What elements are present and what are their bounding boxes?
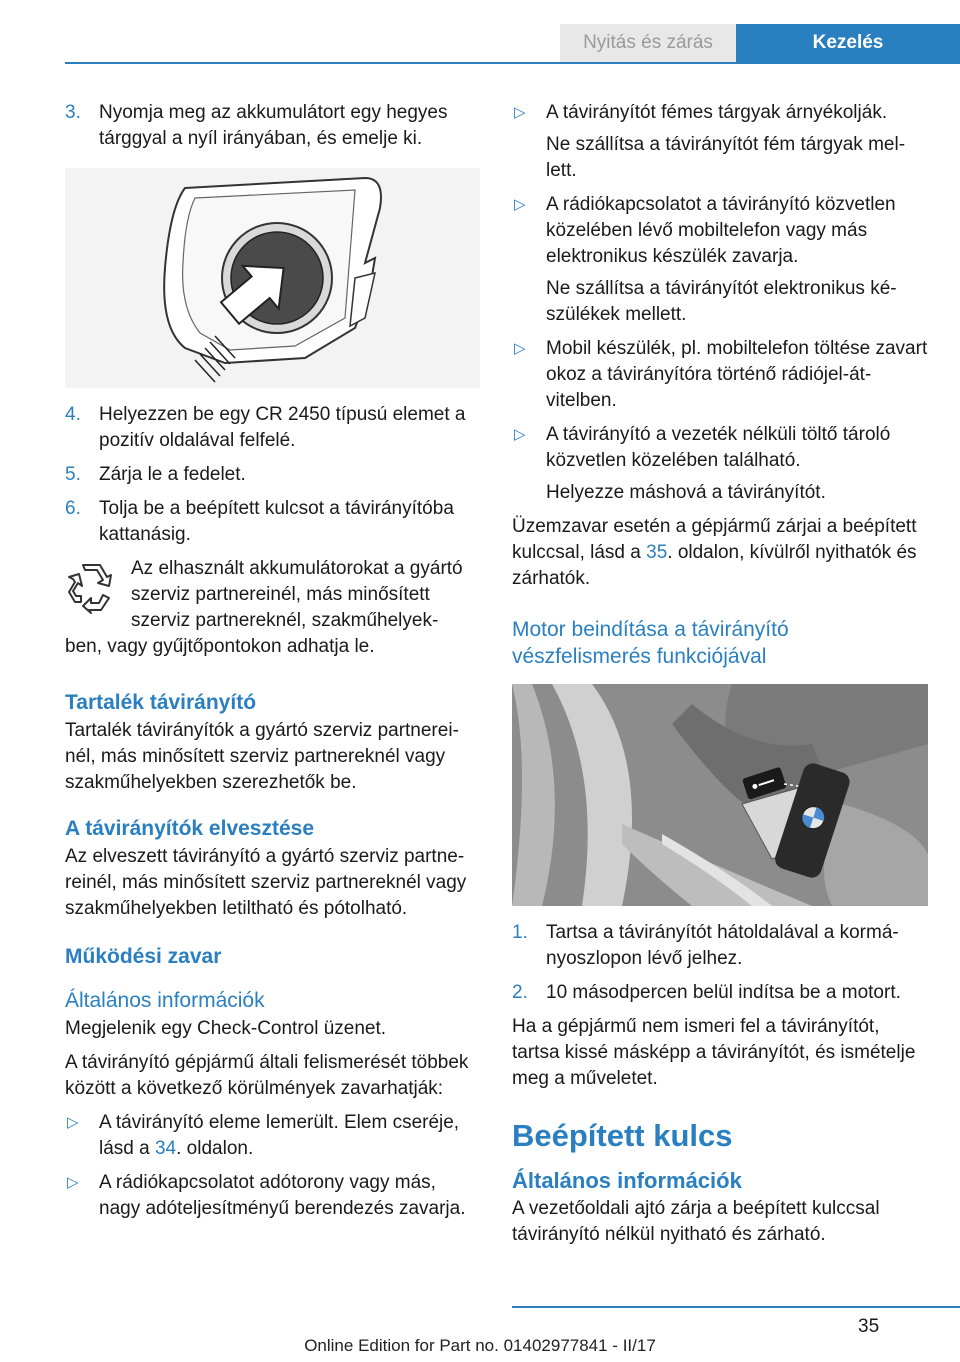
step-number: 4. bbox=[65, 404, 81, 425]
step-5 bbox=[65, 462, 480, 488]
bullet-text: A rádiókapcsolatot a távirányító közvetlen közelében lévő mobiltelefon vagy más elektronikus készülék zavarja. bbox=[546, 194, 896, 267]
step-text: Tartsa a távirányítót hátoldalával a kormányoszlopon lévő jelhez. bbox=[546, 922, 899, 969]
paragraph-lost-remote: Az elveszett távirányító a gyártó szerviz partnereinél, más minősített szerviz partnereknél vagy szakműhelyekben letiltható és pótolható. bbox=[65, 846, 467, 919]
paragraph-check-control: Megjelenik egy Check-Control üzenet. bbox=[65, 1018, 387, 1039]
bullet-text: A távirányító a vezeték nélküli töltő tároló közvetlen közelében található. bbox=[546, 424, 891, 471]
emergency-step-1 bbox=[512, 920, 928, 972]
step-6 bbox=[65, 496, 480, 548]
step-3 bbox=[65, 100, 480, 152]
bullet-wireless-charger bbox=[512, 422, 928, 474]
heading-built-in-key: Beépített kulcs bbox=[512, 1118, 733, 1153]
key-battery-illustration bbox=[65, 168, 480, 388]
triangle-bullet-icon: ▷ bbox=[67, 1174, 79, 1191]
heading-malfunction: Működési zavar bbox=[65, 945, 222, 968]
bullet-text: A távirányító eleme lemerült. Elem cseréje, lásd a bbox=[99, 1112, 460, 1159]
bullet-text: Mobil készülék, pl. mobiltelefon töltése zavart okoz a távirányítóra történő rádiójel-átvitelben. bbox=[546, 338, 928, 411]
paragraph-spare-remote: Tartalék távirányítók a gyártó szerviz partnereinél, más minősített szerviz partnereknél vagy szakműhelyekben szerezhetők be. bbox=[65, 720, 459, 793]
bullet-sub-metal: Ne szállítsa a távirányítót fém tárgyak mellett. bbox=[546, 134, 906, 181]
text-part-end: . oldalon, kívülről nyithatók és zárhatók. bbox=[512, 542, 917, 589]
triangle-bullet-icon: ▷ bbox=[514, 426, 526, 443]
heading-emergency-start: Motor beindítása a távirányító vészfelismerés funkciójával bbox=[512, 618, 789, 668]
steering-column-illustration bbox=[512, 684, 928, 906]
header-chapter-tab: Kezelés bbox=[736, 24, 960, 62]
step-text: Nyomja meg az akkumulátort egy hegyes tárggyal a nyíl irányában, és emelje ki. bbox=[99, 102, 448, 149]
triangle-bullet-icon: ▷ bbox=[67, 1114, 79, 1131]
paragraph-retry: Ha a gépjármű nem ismeri fel a távirányítót, tartsa kissé másképp a távirányítót, és ismételje meg a műveletet. bbox=[512, 1016, 916, 1089]
page-link-34[interactable]: 34 bbox=[154, 1138, 177, 1159]
right-column bbox=[512, 100, 928, 1256]
header-rule bbox=[65, 62, 960, 64]
heading-lost-remote: A távirányítók elvesztése bbox=[65, 817, 315, 840]
step-number: 3. bbox=[65, 102, 81, 123]
paragraph-built-in-key: A vezetőoldali ajtó zárja a beépített kulccsal távirányító nélkül nyitható és zárható. bbox=[512, 1198, 880, 1245]
step-number: 1. bbox=[512, 922, 528, 943]
page-link-35[interactable]: 35 bbox=[646, 542, 668, 563]
bullet-text-end: . oldalon. bbox=[176, 1138, 254, 1159]
footer-edition: Online Edition for Part no. 01402977841 - II/17 bbox=[304, 1336, 656, 1355]
step-text: Tolja be a beépített kulcsot a távirányítóba kattanásig. bbox=[99, 498, 454, 545]
bullet-sub-relocate: Helyezze máshová a távirányítót. bbox=[546, 482, 826, 503]
left-column bbox=[65, 100, 480, 1230]
bullet-mobile-phone bbox=[512, 192, 928, 270]
heading-general-info-2: Általános információk bbox=[512, 1168, 742, 1193]
triangle-bullet-icon: ▷ bbox=[514, 196, 526, 213]
emergency-step-2 bbox=[512, 980, 928, 1006]
recycling-text-continued: ben, vagy gyűjtőpontokon adhatja le. bbox=[65, 636, 375, 657]
page-number: 35 bbox=[858, 1316, 880, 1337]
triangle-bullet-icon: ▷ bbox=[514, 340, 526, 357]
recycling-note bbox=[65, 556, 480, 660]
triangle-bullet-icon: ▷ bbox=[514, 104, 526, 121]
bullet-metal-objects bbox=[512, 100, 928, 126]
step-text: Zárja le a fedelet. bbox=[99, 464, 246, 485]
bullet-sub-electronics: Ne szállítsa a távirányítót elektronikus készülékek mellett. bbox=[546, 278, 897, 325]
recycling-text: Az elhasznált akkumulátorokat a gyártó szerviz partnereinél, más minősített szerviz partnereknél, szakműhelyek- bbox=[131, 558, 463, 631]
bullet-charging bbox=[512, 336, 928, 414]
text-part: Üzemzavar esetén a gépjármű zárjai a beépített kulccsal, lásd a bbox=[512, 516, 917, 563]
step-number: 5. bbox=[65, 464, 81, 485]
heading-spare-remote: Tartalék távirányító bbox=[65, 691, 257, 714]
bullet-text: A rádiókapcsolatot adótorony vagy más, nagy adóteljesítményű berendezés zavarja. bbox=[99, 1172, 466, 1219]
paragraph-detection: A távirányító gépjármű általi felismerését többek között a következő körülmények zavarhatják: bbox=[65, 1052, 469, 1099]
header-section-tab: Nyitás és zárás bbox=[560, 24, 736, 62]
paragraph-malfunction-key bbox=[512, 514, 928, 592]
recycle-icon bbox=[65, 562, 117, 614]
step-4 bbox=[65, 402, 480, 454]
bullet-radio-tower bbox=[65, 1170, 480, 1222]
step-text: Helyezzen be egy CR 2450 típusú elemet a pozitív oldalával felfelé. bbox=[99, 404, 466, 451]
step-text: 10 másodpercen belül indítsa be a motort. bbox=[546, 982, 901, 1003]
footer-rule bbox=[512, 1306, 960, 1308]
bullet-text: A távirányítót fémes tárgyak árnyékolják. bbox=[546, 102, 888, 123]
bullet-battery-empty bbox=[65, 1110, 480, 1162]
step-number: 2. bbox=[512, 982, 528, 1003]
step-number: 6. bbox=[65, 498, 81, 519]
heading-general-info: Általános információk bbox=[65, 989, 265, 1012]
